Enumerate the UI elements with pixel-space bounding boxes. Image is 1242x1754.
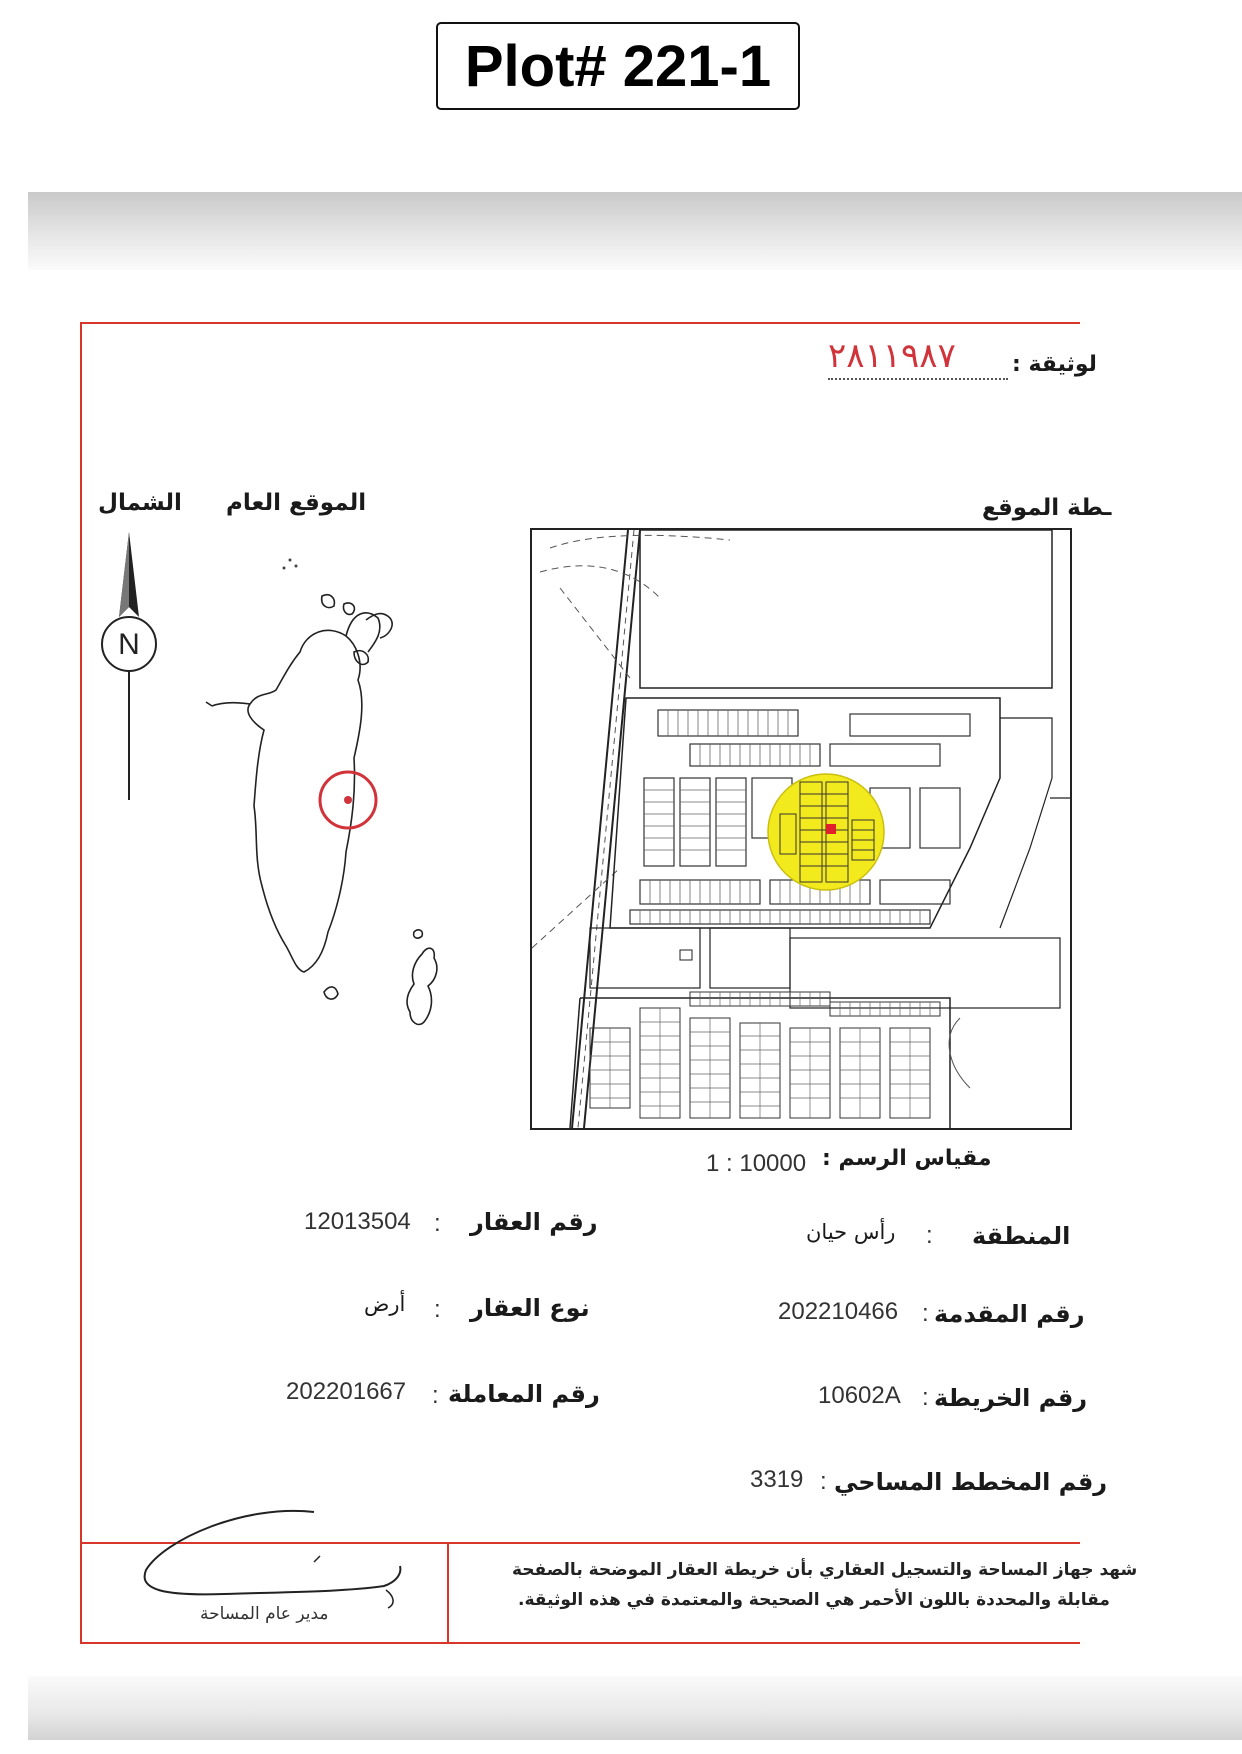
document-number-dots: [828, 378, 1008, 380]
property-type-value: أرض: [364, 1292, 406, 1316]
survey-plan-value: 3319: [750, 1466, 804, 1493]
submission-number-value: 202210466: [778, 1298, 899, 1325]
map-number-colon: :: [922, 1384, 929, 1411]
frame-bottom-line: [80, 1642, 1080, 1644]
map-number-label: رقم الخريطة: [934, 1384, 1088, 1412]
submission-colon: :: [922, 1300, 929, 1327]
survey-plan-colon: :: [820, 1468, 827, 1495]
document-number-value: ٢٨١١٩٨٧: [828, 338, 956, 375]
parcel-marker: [826, 824, 836, 834]
country-outline-map: [196, 552, 476, 1072]
north-arrow-icon: [96, 532, 162, 802]
map-number-value: 10602A: [818, 1382, 901, 1409]
north-label: الشمال: [98, 490, 182, 516]
property-type-colon: :: [434, 1296, 441, 1323]
scale-value: 1 : 10000: [706, 1150, 807, 1177]
property-number-label: رقم العقار: [470, 1208, 598, 1236]
certification-line-1: شهد جهاز المساحة والتسجيل العقاري بأن خريطة العقار الموضحة بالصفحة: [512, 1560, 1138, 1580]
certification-line-2: مقابلة والمحددة باللون الأحمر هي الصحيحة والمعتمدة في هذه الوثيقة.: [518, 1590, 1110, 1610]
general-location-label: الموقع العام: [226, 490, 367, 516]
survey-plan-label: رقم المخطط المساحي: [834, 1468, 1108, 1496]
scan-shadow-top: [28, 192, 1242, 270]
area-label: المنطقة: [972, 1222, 1071, 1250]
transaction-number-colon: :: [432, 1382, 439, 1409]
document-number-label: لوثيقة :: [1012, 352, 1097, 377]
area-value: رأس حيان: [806, 1220, 896, 1244]
transaction-number-label: رقم المعاملة: [448, 1380, 600, 1408]
submission-number-label: رقم المقدمة: [934, 1300, 1085, 1328]
north-letter: N: [118, 628, 140, 661]
footer-vertical-divider: [447, 1542, 449, 1642]
scale-label: مقياس الرسم :: [822, 1146, 992, 1171]
property-number-colon: :: [434, 1210, 441, 1237]
area-colon: :: [926, 1222, 933, 1249]
director-signature: [134, 1500, 424, 1610]
scan-shadow-bottom: [28, 1676, 1242, 1740]
plot-title: Plot# 221-1: [436, 22, 800, 110]
transaction-number-value: 202201667: [286, 1378, 407, 1405]
signatory-title: مدير عام المساحة: [200, 1604, 329, 1624]
site-map: [530, 528, 1072, 1130]
site-map-label: ـطة الموقع: [982, 495, 1112, 521]
property-number-value: 12013504: [304, 1208, 411, 1235]
property-type-label: نوع العقار: [470, 1294, 590, 1322]
